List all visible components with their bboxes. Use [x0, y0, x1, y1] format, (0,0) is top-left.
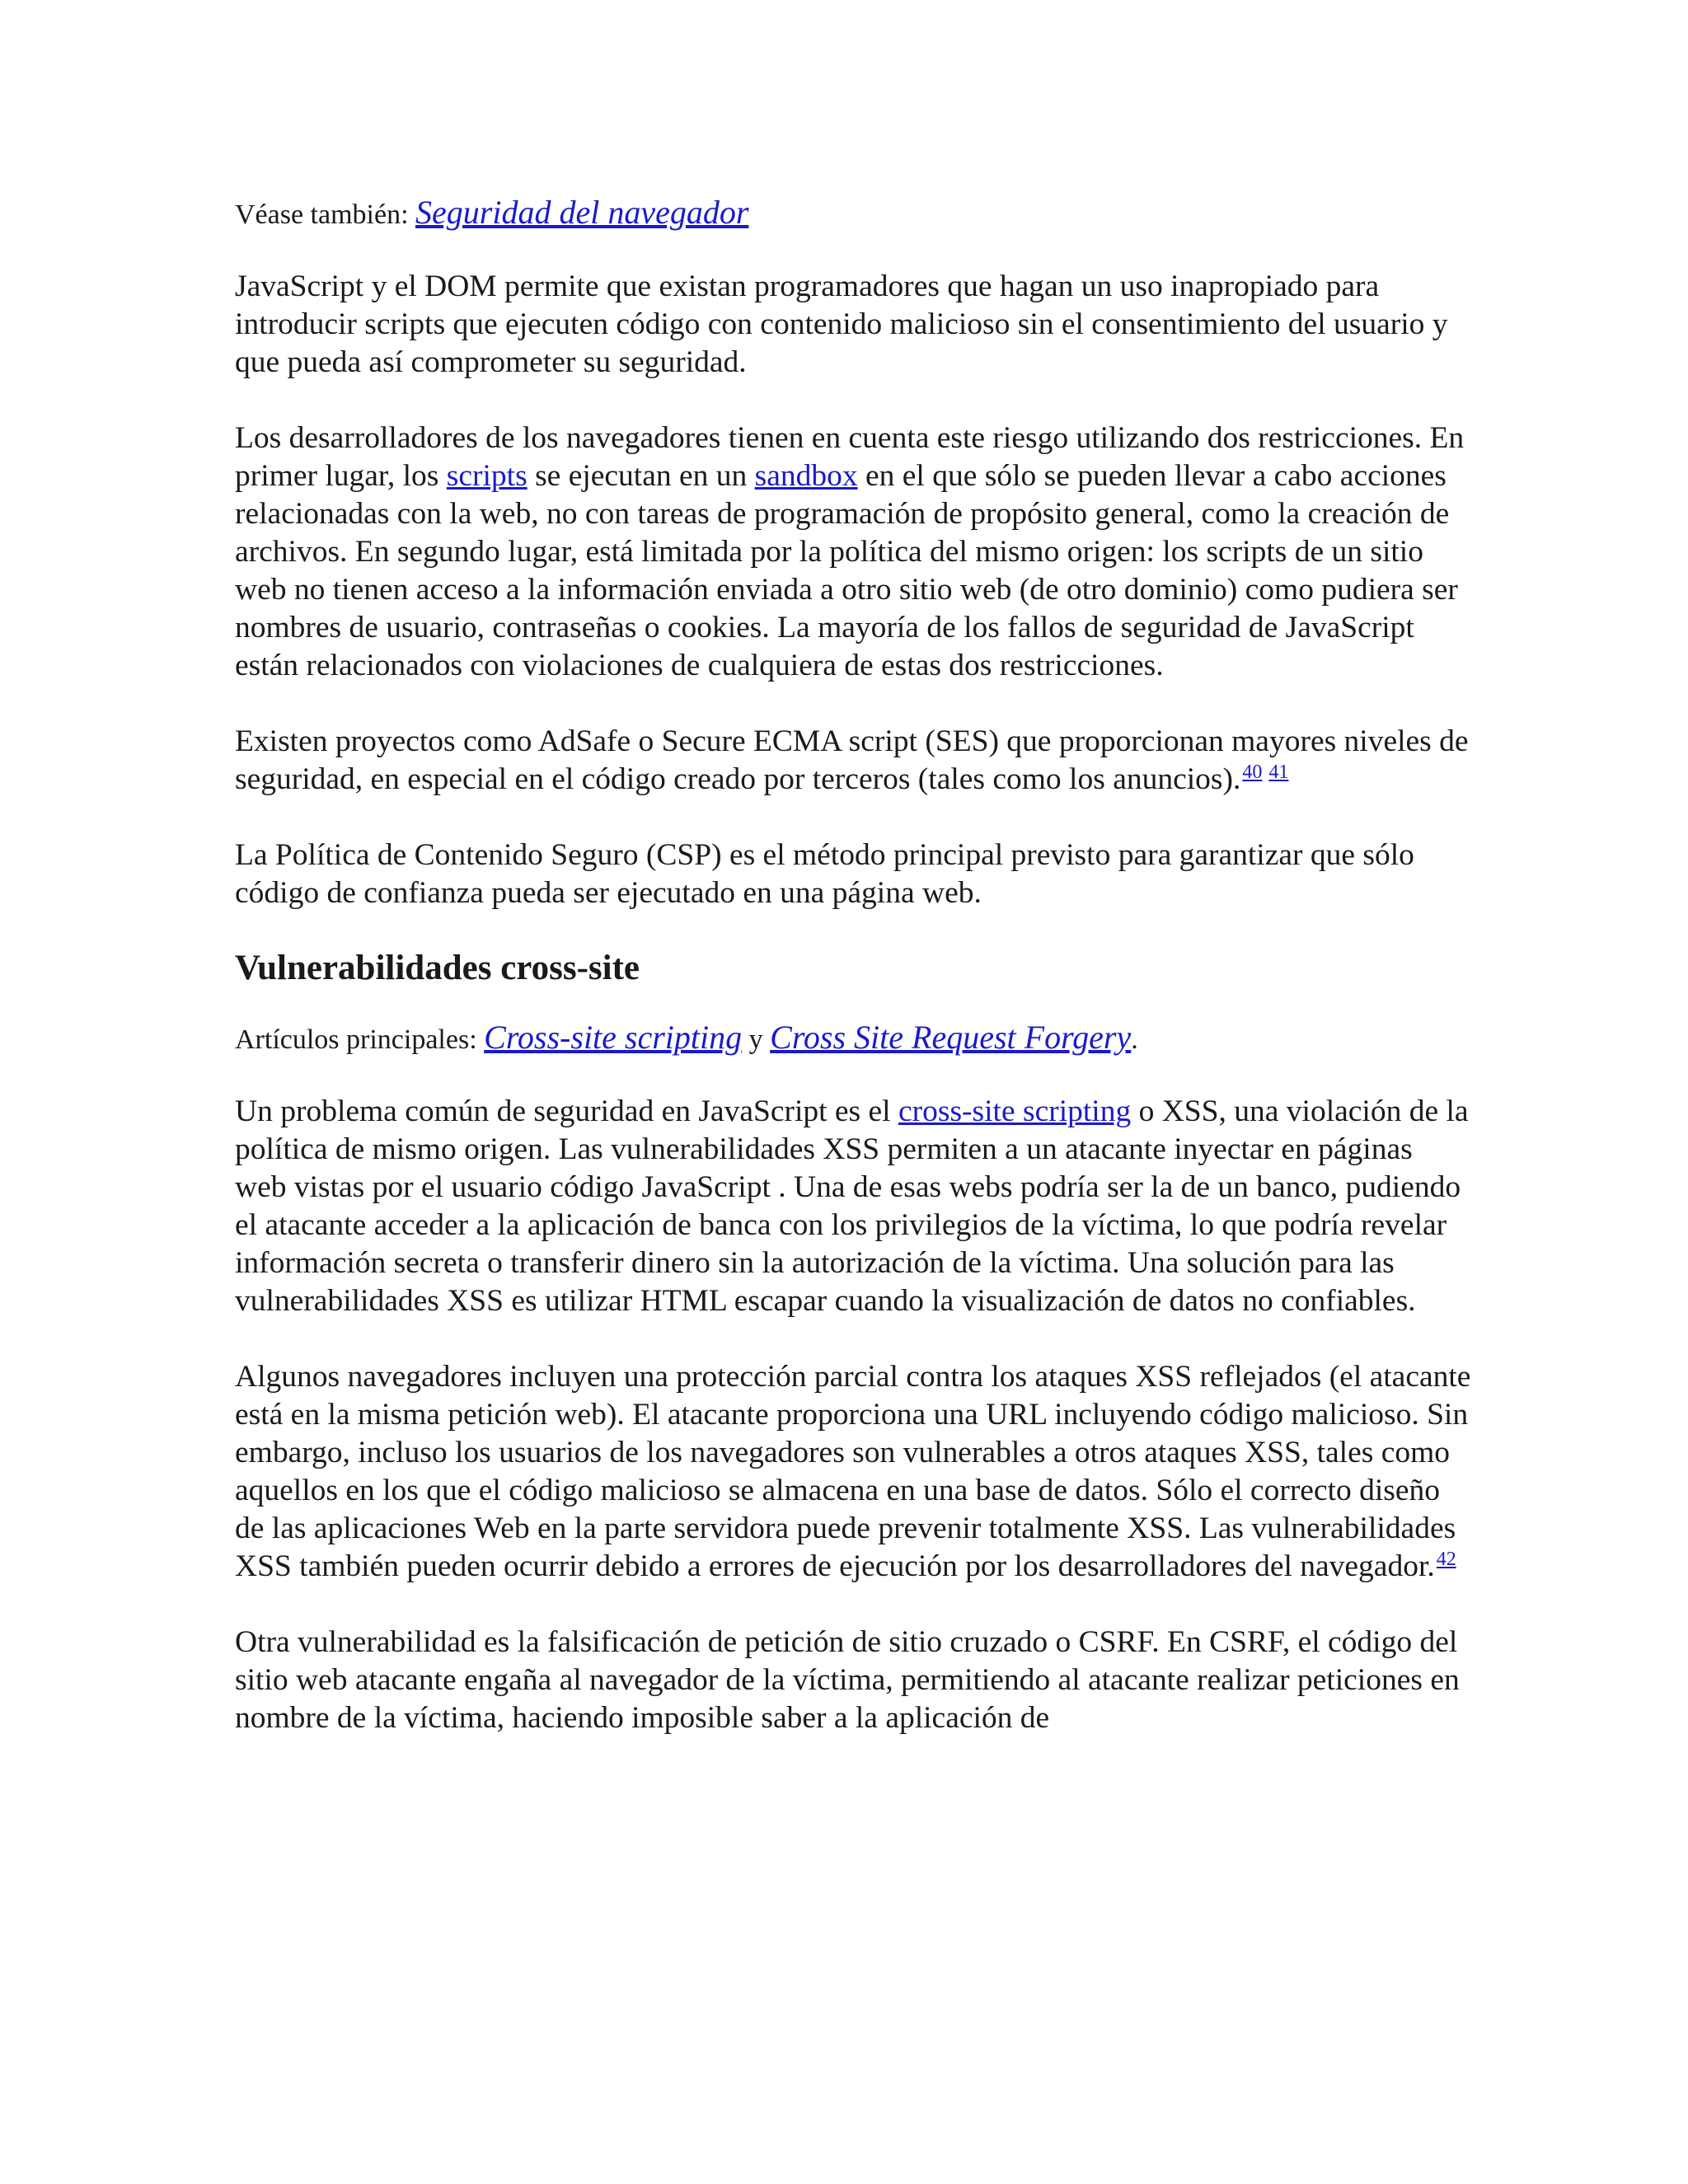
footnote-refs — [1240, 762, 1288, 783]
see-also-prefix: Véase también: — [235, 199, 416, 230]
paragraph-text: o XSS, una violación de la política de mismo origen. Las vulnerabilidades XSS permiten a un atacante inyectar en páginas web vistas por el usuario código JavaScript . Una de esas webs podría ser la de un banco, pudiendo el atacante acceder a la aplicación de banca con los privilegios de la víctima, lo que podría revelar información secreta o transferir dinero sin la autorización de la víctima. Una solución para las vulnerabilidades XSS es utilizar HTML escapar cuando la visualización de datos no confiables. — [235, 1094, 1469, 1318]
paragraph-restrictions — [235, 419, 1471, 685]
paragraph-csp: La Política de Contenido Seguro (CSP) es el método principal previsto para garantizar que sólo código de confianza pueda ser ejecutado en una página web. — [235, 838, 1414, 910]
main-articles-conj: y — [742, 1024, 771, 1055]
paragraph-intro: JavaScript y el DOM permite que existan programadores que hagan un uso inapropiado para introducir scripts que ejecuten código con contenido malicioso sin el consentimiento del usuario y que pueda así comprometer su seguridad. — [235, 269, 1448, 379]
footnote-ref-40[interactable]: 40 — [1242, 761, 1263, 783]
paragraph-text: Los desarrolladores de los navegadores tienen en cuenta este riesgo utilizando dos restricciones. En primer lugar, los — [235, 421, 1465, 493]
see-also-link[interactable]: Seguridad del navegador — [415, 194, 749, 231]
xss-article-link[interactable]: Cross-site scripting — [484, 1019, 743, 1056]
sandbox-link[interactable]: sandbox — [754, 459, 858, 493]
document-page — [235, 191, 1471, 1775]
main-articles-prefix: Artículos principales: — [235, 1024, 485, 1055]
footnote-refs — [1435, 1549, 1456, 1570]
paragraph-text: Algunos navegadores incluyen una protección parcial contra los ataques XSS reflejados (el atacante está en la misma petición web). El atacante proporciona una URL incluyendo código malicioso. Sin embargo, incluso los usuarios de los navegadores son vulnerables a otros ataques XSS, tales como aquellos en los que el código malicioso se almacena en una base de datos. Sólo el correcto diseño de las aplicaciones Web en la parte servidora puede prevenir totalmente XSS. Las vulnerabilidades XSS también pueden ocurrir debido a errores de ejecución por los desarrolladores del navegador. — [235, 1360, 1471, 1583]
paragraph-text: en el que sólo se pueden llevar a cabo acciones relacionadas con la web, no con tareas de programación de propósito general, como la creación de archivos. En segundo lugar, está limitada por la política del mismo origen: los scripts de un sitio web no tienen acceso a la información enviada a otro sitio web (de otro dominio) como pudiera ser nombres de usuario, contraseñas o cookies. La mayoría de los fallos de seguridad de JavaScript están relacionados con violaciones de cualquiera de estas dos restricciones. — [235, 459, 1458, 682]
csrf-article-link[interactable]: Cross Site Request Forgery — [770, 1019, 1132, 1056]
paragraph-projects — [235, 723, 1471, 799]
paragraph-xss — [235, 1093, 1471, 1320]
paragraph-browsers — [235, 1358, 1471, 1586]
paragraph-text: se ejecutan en un — [527, 459, 755, 493]
main-articles-note — [235, 1016, 1471, 1062]
paragraph-csrf: Otra vulnerabilidad es la falsificación de petición de sitio cruzado o CSRF. En CSRF, el código del sitio web atacante engaña al navegador de la víctima, permitiendo al atacante realizar peticiones en nombre de la víctima, haciendo imposible saber a la aplicación de — [235, 1625, 1460, 1735]
section-heading: Vulnerabilidades cross-site — [235, 949, 640, 987]
see-also-note — [235, 191, 1471, 237]
xss-link[interactable]: cross-site scripting — [898, 1094, 1132, 1128]
main-articles-suffix: . — [1131, 1024, 1138, 1055]
footnote-ref-42[interactable]: 42 — [1436, 1548, 1456, 1570]
scripts-link[interactable]: scripts — [446, 459, 528, 493]
paragraph-text: Un problema común de seguridad en JavaScript es el — [235, 1094, 898, 1128]
paragraph-text: Existen proyectos como AdSafe o Secure ECMA script (SES) que proporcionan mayores niveles de seguridad, en especial en el código creado por terceros (tales como los anuncios). — [235, 724, 1469, 796]
footnote-ref-41[interactable]: 41 — [1268, 761, 1289, 783]
